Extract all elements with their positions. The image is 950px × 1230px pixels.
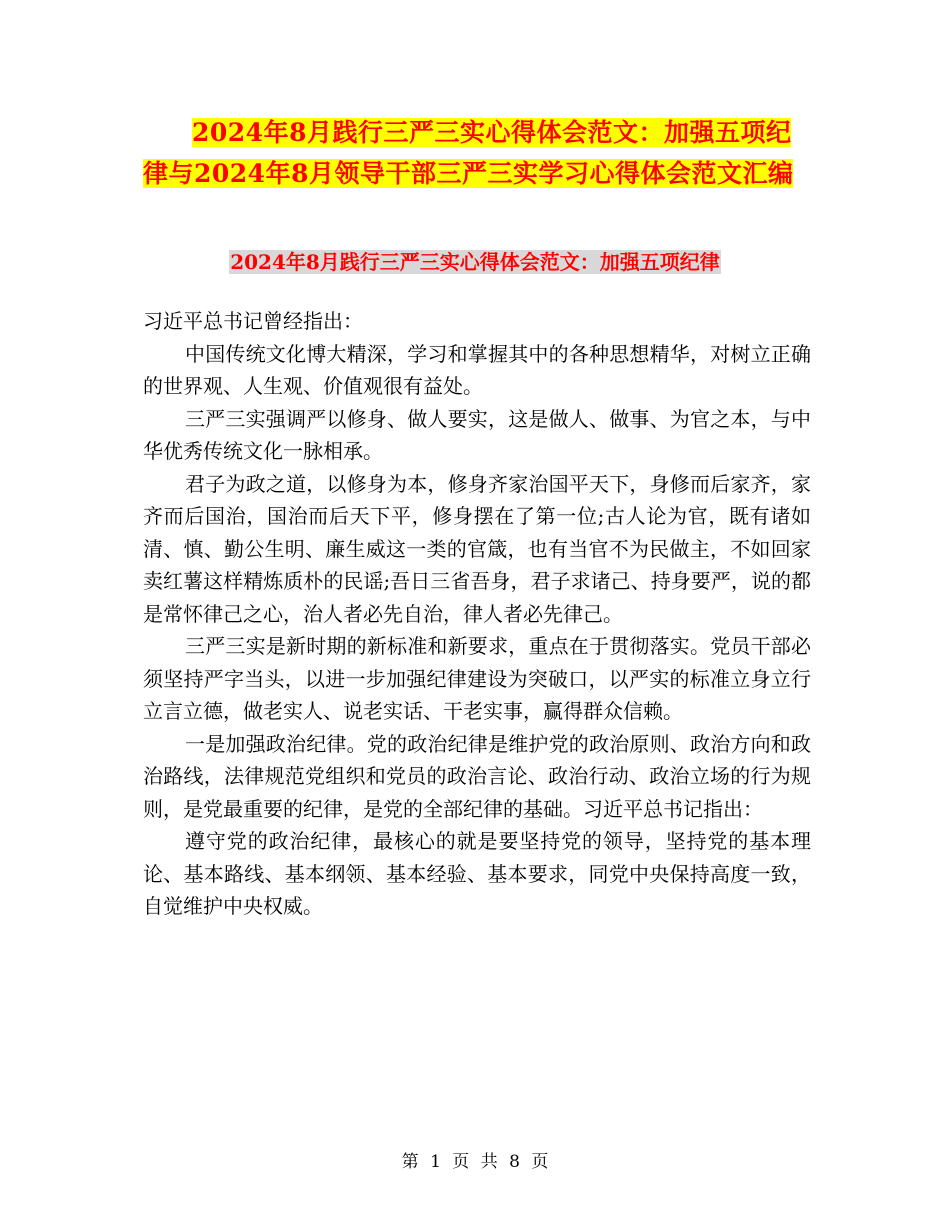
body-text	[143, 305, 811, 923]
section-heading-text: 2024年8月践行三严三实心得体会范文：加强五项纪律	[230, 250, 720, 274]
paragraph: 三严三实是新时期的新标准和新要求，重点在于贯彻落实。党员干部必须坚持严字当头，以进一步加强纪律建设为突破口，以严实的标准立身立行立言立德，做老实人、说老实话、干老实事，赢得群众信赖。	[143, 634, 811, 723]
section-heading	[0, 247, 950, 277]
paragraph: 一是加强政治纪律。党的政治纪律是维护党的政治原则、政治方向和政治路线，法律规范党组织和党员的政治言论、政治行动、政治立场的行为规则，是党最重要的纪律，是党的全部纪律的基础。习近平总书记指出：	[143, 731, 811, 821]
paragraph: 三严三实强调严以修身、做人要实，这是做人、做事、为官之本，与中华优秀传统文化一脉相承。	[143, 406, 811, 463]
paragraph: 中国传统文化博大精深，学习和掌握其中的各种思想精华，对树立正确的世界观、人生观、价值观很有益处。	[143, 341, 811, 398]
page-footer: 第 1 页 共 8 页	[401, 1152, 549, 1172]
paragraph: 习近平总书记曾经指出：	[143, 309, 363, 333]
paragraph: 遵守党的政治纪律，最核心的就是要坚持党的领导，坚持党的基本理论、基本路线、基本纲领、基本经验、基本要求，同党中央保持高度一致，自觉维护中央权威。	[143, 829, 811, 918]
title-line-2: 律与2024年8月领导干部三严三实学习心得体会范文汇编	[143, 159, 794, 188]
document-title	[143, 112, 813, 194]
paragraph: 君子为政之道，以修身为本，修身齐家治国平天下，身修而后家齐，家齐而后国治，国治而后天下平，修身摆在了第一位;古人论为官，既有诸如清、慎、勤公生明、廉生威这一类的官箴，也有当官不为民做主，不如回家卖红薯这样精炼质朴的民谣;吾日三省吾身，君子求诸己、持身要严，说的都是常怀律己之心，治人者必先自治，律人者必先律己。	[143, 471, 811, 626]
title-line-1: 2024年8月践行三严三实心得体会范文：加强五项纪	[192, 118, 792, 147]
